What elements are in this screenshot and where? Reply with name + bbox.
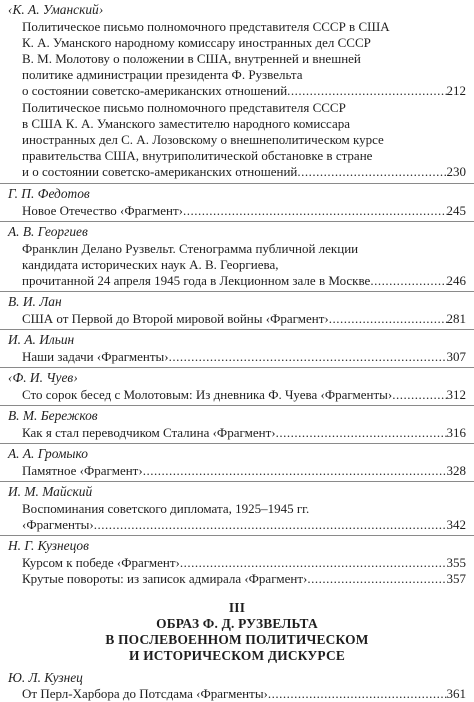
leader-dots xyxy=(183,203,446,219)
author-name: И. М. Майский xyxy=(8,484,93,499)
author-name: И. А. Ильин xyxy=(8,332,75,347)
work-title: ‹Фрагменты› xyxy=(22,517,94,532)
work-title-line: кандидата исторических наук А. В. Георгиева, xyxy=(22,257,279,272)
toc-entry-line xyxy=(22,555,466,571)
page-number: 328 xyxy=(446,463,466,478)
page-number: 355 xyxy=(446,555,466,570)
divider xyxy=(0,221,474,222)
leader-dots xyxy=(276,425,447,441)
divider xyxy=(0,291,474,292)
page-number: 342 xyxy=(446,517,466,532)
leader-dots xyxy=(392,387,446,403)
page-number: 246 xyxy=(446,273,466,288)
section-title-line: В ПОСЛЕВОЕННОМ ПОЛИТИЧЕСКОМ xyxy=(105,632,369,647)
divider xyxy=(0,535,474,536)
work-title: о состоянии советско-американских отношений xyxy=(22,83,288,98)
page-number: 230 xyxy=(446,164,466,179)
author-name: ‹К. А. Уманский› xyxy=(8,2,104,17)
divider xyxy=(0,367,474,368)
leader-dots xyxy=(329,311,447,327)
toc-entry-line xyxy=(22,425,466,441)
work-title: Сто сорок бесед с Молотовым: Из дневника Ф. Чуева ‹Фрагменты› xyxy=(22,387,393,402)
toc-entry-line xyxy=(22,164,466,180)
toc-entry-line xyxy=(22,203,466,219)
work-title-line: Политическое письмо полномочного представителя СССР в США xyxy=(22,19,390,34)
page-number: 307 xyxy=(446,349,466,364)
page-number: 361 xyxy=(446,686,466,701)
work-title: Новое Отечество ‹Фрагмент› xyxy=(22,203,184,218)
work-title-line: К. А. Уманского народному комиссару иностранных дел СССР xyxy=(22,35,371,50)
toc-entry-line xyxy=(22,83,466,99)
work-title-line: Воспоминания советского дипломата, 1925–1945 гг. xyxy=(22,501,310,516)
leader-dots xyxy=(180,555,447,571)
author-name: Н. Г. Кузнецов xyxy=(8,538,89,553)
section-number: III xyxy=(228,600,246,615)
leader-dots xyxy=(307,571,446,587)
toc-entry-line xyxy=(22,517,466,533)
work-title-line: Политическое письмо полномочного представителя СССР xyxy=(22,100,346,115)
toc-entry-line xyxy=(22,311,466,327)
author-name: В. И. Лан xyxy=(8,294,62,309)
leader-dots xyxy=(370,273,446,289)
author-name: В. М. Бережков xyxy=(8,408,98,423)
section-title-line: И ИСТОРИЧЕСКОМ ДИСКУРСЕ xyxy=(129,648,345,663)
toc-entry-line xyxy=(22,463,466,479)
work-title: прочитанной 24 апреля 1945 года в Лекционном зале в Москве xyxy=(22,273,371,288)
toc-entry-line xyxy=(22,571,466,587)
leader-dots xyxy=(94,517,447,533)
work-title-line: Франклин Делано Рузвельт. Стенограмма публичной лекции xyxy=(22,241,359,256)
author-name: А. В. Георгиев xyxy=(8,224,88,239)
leader-dots xyxy=(169,349,447,365)
divider xyxy=(0,329,474,330)
work-title: Курсом к победе ‹Фрагмент› xyxy=(22,555,180,570)
divider xyxy=(0,443,474,444)
work-title: Наши задачи ‹Фрагменты› xyxy=(22,349,169,364)
page-number: 316 xyxy=(446,425,466,440)
author-name: Ю. Л. Кузнец xyxy=(8,670,83,685)
toc-entry-line xyxy=(22,387,466,403)
toc-entry-line xyxy=(22,273,466,289)
work-title: Как я стал переводчиком Сталина ‹Фрагмент› xyxy=(22,425,276,440)
leader-dots xyxy=(297,164,446,180)
work-title-line: иностранных дел С. А. Лозовскому о внешнеполитическом курсе xyxy=(22,132,384,147)
divider xyxy=(0,405,474,406)
work-title: Крутые повороты: из записок адмирала ‹Фрагмент› xyxy=(22,571,308,586)
work-title: Памятное ‹Фрагмент› xyxy=(22,463,143,478)
leader-dots xyxy=(143,463,447,479)
leader-dots xyxy=(287,83,446,99)
page-number: 357 xyxy=(446,571,466,586)
page-number: 212 xyxy=(446,83,466,98)
work-title-line: В. М. Молотову о положении в США, внутренней и внешней xyxy=(22,51,361,66)
page-number: 281 xyxy=(446,311,466,326)
divider xyxy=(0,481,474,482)
work-title: и о состоянии советско-американских отношений xyxy=(22,164,298,179)
divider xyxy=(0,183,474,184)
work-title-line: правительства США, внутриполитической обстановке в стране xyxy=(22,148,373,163)
work-title: США от Первой до Второй мировой войны ‹Фрагмент› xyxy=(22,311,329,326)
page-number: 312 xyxy=(446,387,466,402)
work-title: От Перл-Харбора до Потсдама ‹Фрагменты› xyxy=(22,686,268,701)
page-number: 245 xyxy=(446,203,466,218)
author-name: ‹Ф. И. Чуев› xyxy=(8,370,78,385)
toc-entry-line xyxy=(22,349,466,365)
author-name: А. А. Громыко xyxy=(8,446,88,461)
work-title-line: в США К. А. Уманского заместителю народного комиссара xyxy=(22,116,351,131)
section-title-line: ОБРАЗ Ф. Д. РУЗВЕЛЬТА xyxy=(156,616,318,631)
author-name: Г. П. Федотов xyxy=(8,186,90,201)
work-title-line: политике администрации президента Ф. Рузвельта xyxy=(22,67,303,82)
